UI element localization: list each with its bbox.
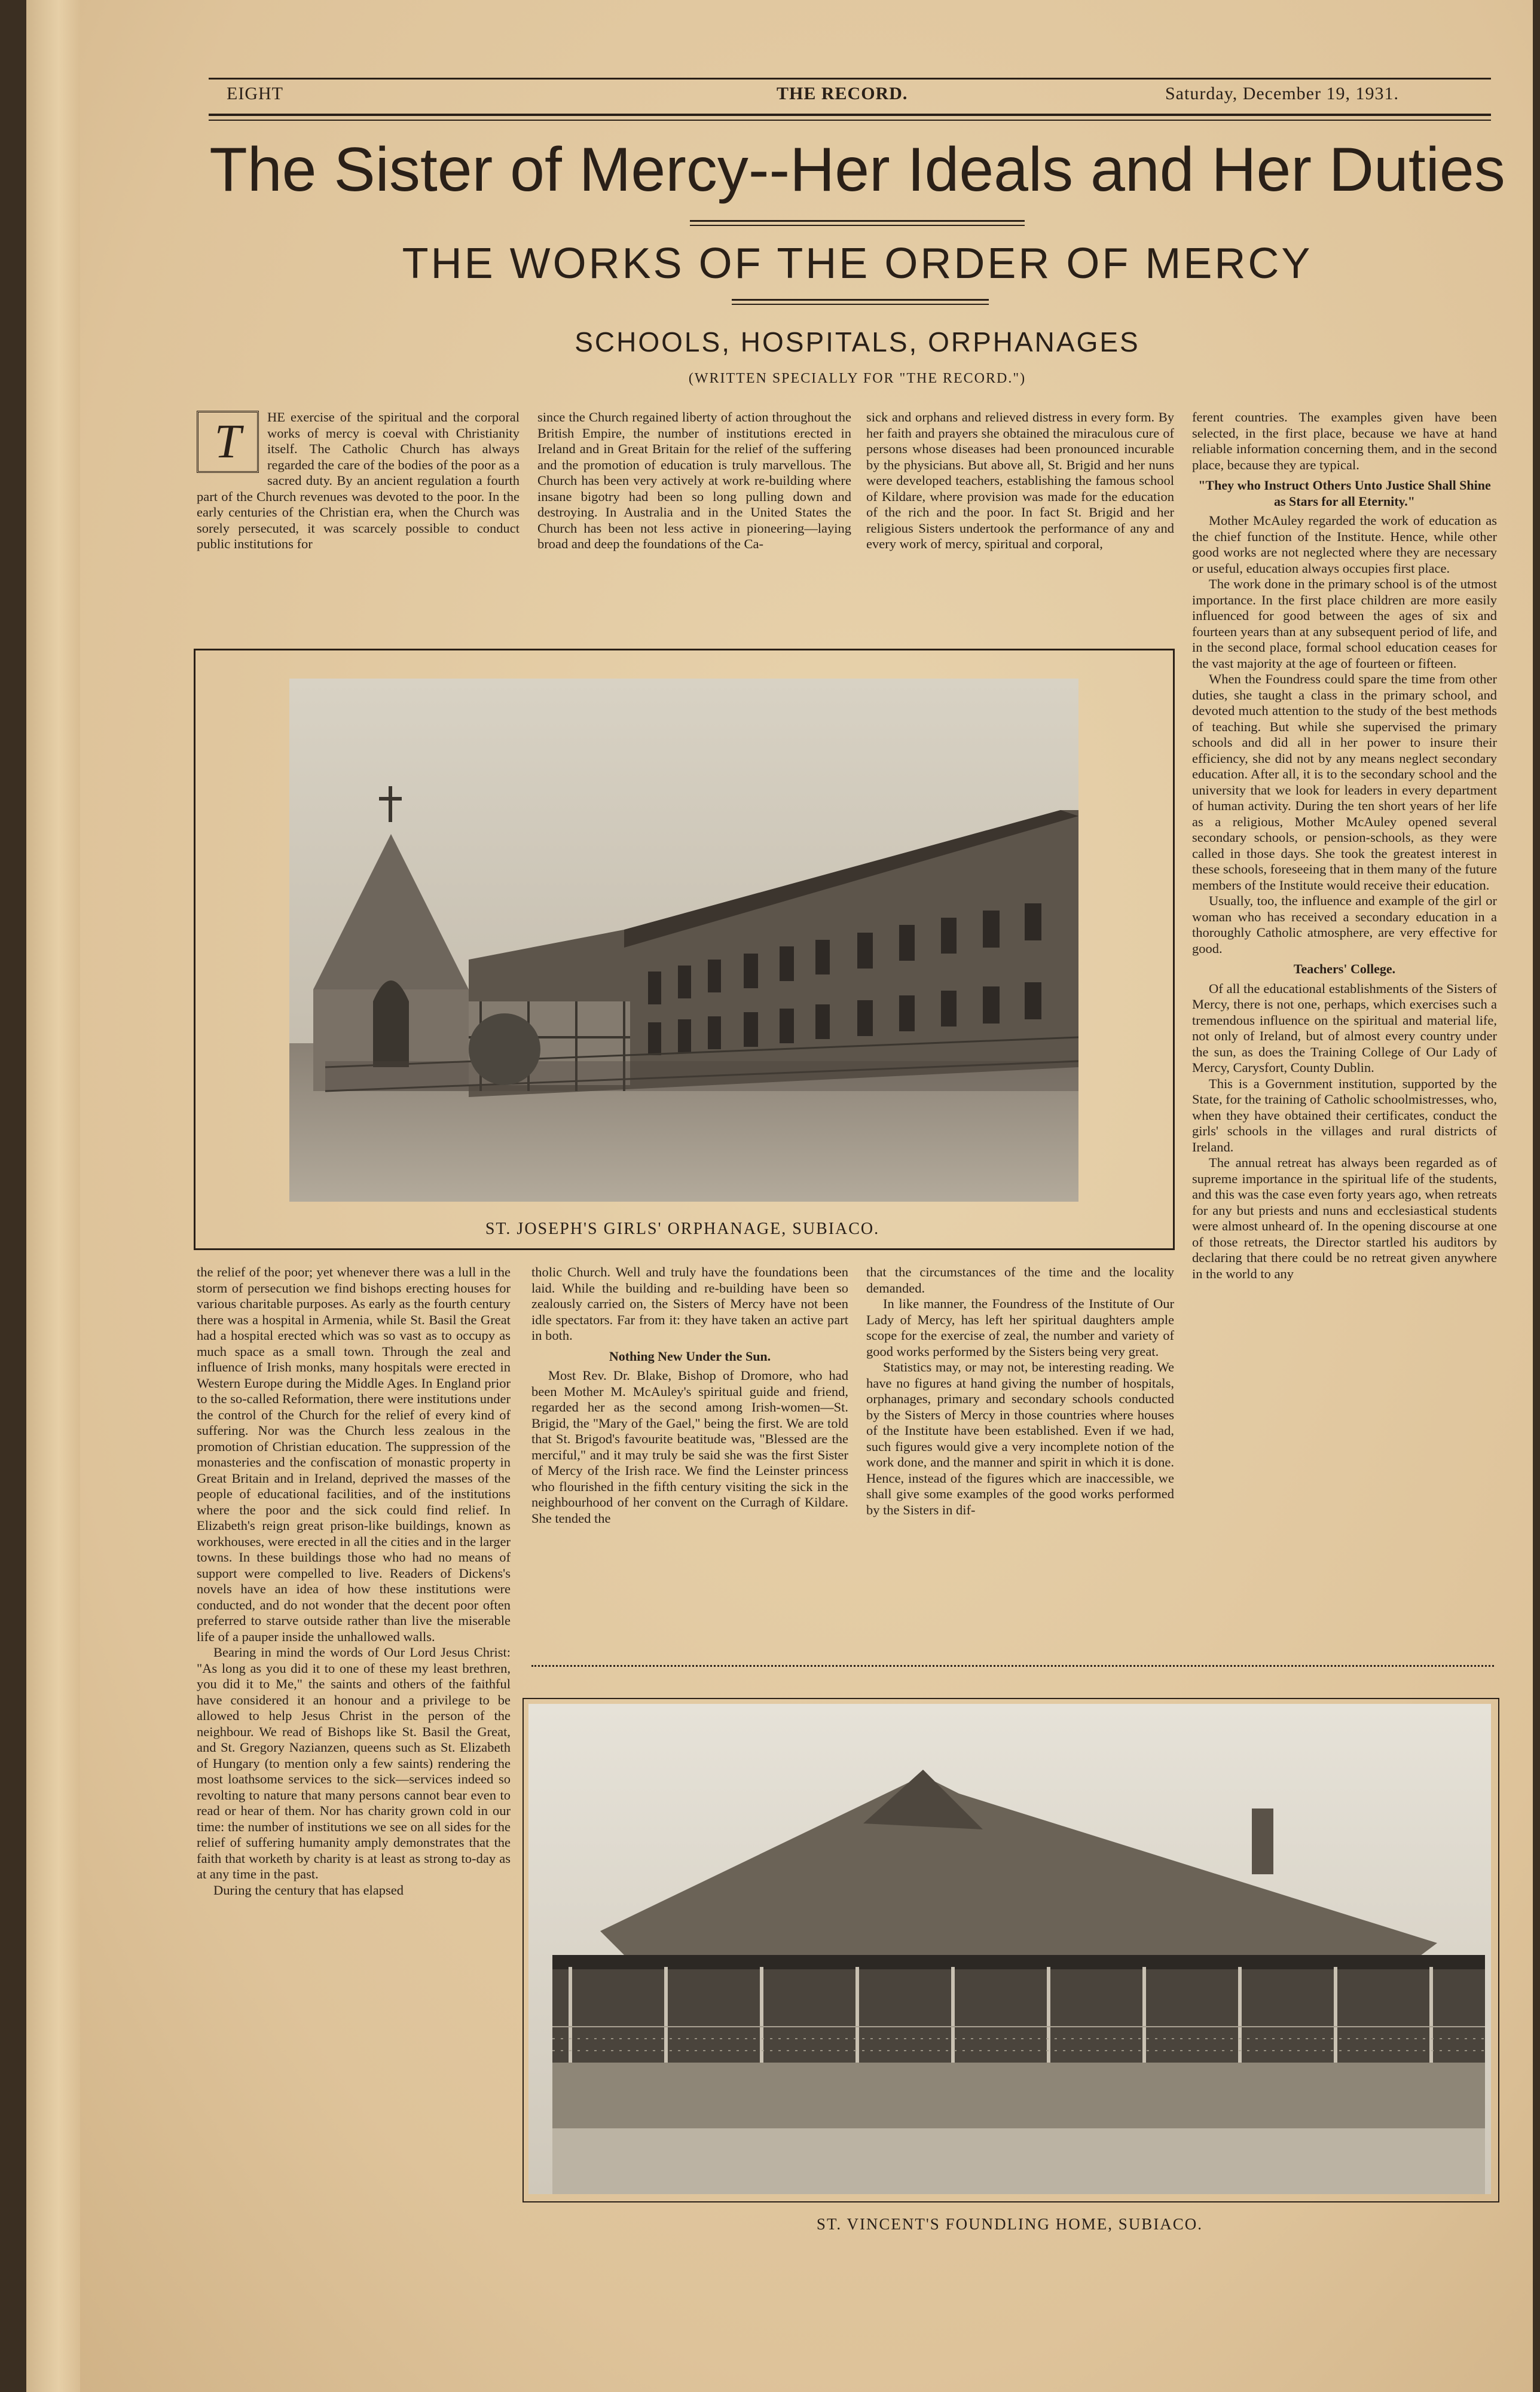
article-paragraph: that the circumstances of the time and the locality demanded. (866, 1264, 1174, 1296)
subheadline: THE WORKS OF THE ORDER OF MERCY (402, 240, 1313, 288)
dotted-divider (531, 1665, 1494, 1672)
article-paragraph: HE exercise of the spiritual and the corporal works of mercy is coeval with Christianity itself. The Catholic Church has always regarded the care of the bodies of the poor as a sacred duty. By an ancient regulation a fourth part of the Church revenues was devoted to the poor. In the early centuries of the Christian era, when the Church was sorely persecuted, it was scarcely possible to conduct public institutions for (197, 410, 520, 551)
photo-caption-foundling-home: ST. VINCENT'S FOUNDLING HOME, SUBIACO. (816, 2215, 1203, 2233)
subhead-divider-2 (732, 304, 989, 305)
article-column-1-bottom (197, 1264, 511, 1898)
article-paragraph: Of all the educational establishments of the Sisters of Mercy, there is not one, perhaps, which exercises such a tremendous influence on the spiritual and material life, not only of Ireland, but of almost every country under the sun, as does the Training College of Our Lady of Mercy, Carysfort, County Dublin. (1192, 980, 1497, 1075)
article-paragraph: since the Church regained liberty of action throughout the British Empire, the number of institutions erected in Ireland and in Great Britain for the relief of the suffering and the promotion of education is truly marvellous. The Church has been very actively at work re-building where insane bigotry had been so long pulling down and destroying. In Australia and in the United States the Church has been not less active in pioneering—laying broad and deep the foundations of the Ca- (537, 410, 851, 551)
newspaper-page (26, 0, 1533, 2392)
photo-caption-orphanage: ST. JOSEPH'S GIRLS' ORPHANAGE, SUBIACO. (485, 1220, 880, 1238)
article-column-2-top (537, 410, 851, 552)
subheadline-2: SCHOOLS, HOSPITALS, ORPHANAGES (575, 326, 1140, 358)
page-number: EIGHT (227, 84, 283, 103)
article-column-1-top (197, 410, 520, 552)
article-paragraph: tholic Church. Well and truly have the foundations been laid. While the building and re-building have been so zealously carried on, the Sisters of Mercy have not been idle spectators. Far from it: they have taken an active part in both. (531, 1264, 848, 1343)
headline-divider-2 (690, 225, 1025, 226)
article-paragraph: sick and orphans and relieved distress in every form. By her faith and prayers she obtained the miraculous cure of persons whose diseases had been pronounced incurable by the physicians. But above all, St. Brigid and her nuns were developed teachers, establishing the famous school of Kildare, where provision was made for the education of the rich and the poor. In fact St. Brigid and her religious Sisters undertook the performance of any and every work of mercy, spiritual and corporal, (866, 410, 1174, 551)
article-paragraph: The annual retreat has always been regarded as of supreme importance in the spiritual life of the students, and this was the case even forty years ago, when retreats for any but priests and nuns and ecclesiastical students were almost unheard of. In the opening discourse at one of those retreats, the Director startled his auditors by declaring that there could be no retreat given anywhere in the world to any (1192, 1155, 1497, 1281)
article-column-2-bottom (531, 1264, 848, 1526)
section-heading: "They who Instruct Others Unto Justice Shall Shine as Stars for all Eternity." (1198, 478, 1491, 509)
page-binding-edge (26, 0, 80, 2392)
article-paragraph: Mother McAuley regarded the work of education as the chief function of the Institute. Hence, while other good works are not neglected where they are necessary or useful, education always occupies first place. (1192, 513, 1497, 576)
issue-date: Saturday, December 19, 1931. (1165, 84, 1399, 103)
subhead-divider (732, 299, 989, 301)
masthead-bottom-rule-2 (209, 120, 1491, 121)
article-paragraph: When the Foundress could spare the time from other duties, she taught a class in the primary school, and devoted much attention to the study of the best methods of teaching. But while she supervised the primary schools and did all in her power to insure their efficiency, she did not by any means neglect secondary education. After all, it is to the secondary school and the university that we look for leaders in every department of human activity. During the ten short years of her life as a religious, Mother McAuley opened several secondary schools, or pension-schools, as they were called in those days. She took the greatest interest in these schools, foreseeing that in them many of the future members of the Institute would receive their education. (1192, 671, 1497, 893)
orphanage-image (289, 679, 1078, 1202)
article-paragraph: Bearing in mind the words of Our Lord Jesus Christ: "As long as you did it to one of these my least brethren, you did it to Me," the saints and others of the faithful have considered it an honour and a privilege to be allowed to help Jesus Christ in the person of the neighbour. We read of Bishops like St. Basil the Great, and St. Gregory Nazianzen, queens such as St. Elizabeth of Hungary (to mention only a few saints) rendering the most loathsome services to the sick—services indeed so revolting to nature that many persons cannot bear even to read or hear of them. Nor has charity grown cold in our time: the number of institutions we see on all sides for the relief of suffering humanity amply demonstrates that the faith that worketh by charity is at least as strong to-day as at any time in the past. (197, 1645, 511, 1881)
article-paragraph: the relief of the poor; yet whenever there was a lull in the storm of persecution we find bishops erecting houses for various charitable purposes. As early as the fourth century there was a hospital in Armenia, while St. Basil the Great had a hospital erected which was so vast as to occupy as much space as a small town. Through the zeal and influence of Irish monks, many hospitals were erected in Western Europe during the Middle Ages. In England prior to the so-called Reformation, there were institutions under the control of the Church for the relief of every kind of suffering. Nor was the Church less zealous in the promotion of Christian education. The suppression of the monasteries and the confiscation of monastic property in Great Britain and in Ireland, deprived the masses of the people of educational facilities, and of the institutions where the poor and the sick could find relief. In Elizabeth's reign great prison-like buildings, known as workhouses, were erected in all the cities and in the larger towns. In these buildings those who had no means of support were compelled to live. Readers of Dickens's novels have an idea of how these institutions were conducted, and do not wonder that the decent poor often preferred to starve outside rather than live the miserable life of a pauper inside the unhallowed walls. (197, 1264, 511, 1644)
article-column-3-top (866, 410, 1174, 552)
article-paragraph: Usually, too, the influence and example of the girl or woman who has received a secondary education in a thoroughly Catholic atmosphere, are very effective for good. (1192, 893, 1497, 956)
foundling-home-photo (528, 1704, 1491, 2194)
byline: (WRITTEN SPECIALLY FOR "THE RECORD.") (688, 371, 1026, 386)
orphanage-photo (289, 679, 1078, 1202)
article-column-4 (1192, 410, 1497, 1282)
article-paragraph: Most Rev. Dr. Blake, Bishop of Dromore, who had been Mother M. McAuley's spiritual guide and friend, regarded her as the second among Irish-women—St. Brigid, the "Mary of the Gael," being the first. We are told that St. Brigod's favourite beatitude was, "Blessed are the merciful," and it may truly be said she was the first Sister of Mercy of the Irish race. We find the Leinster princess who flourished in the fifth century visiting the sick in the neighbourhood of her convent on the Curragh of Kildare. She tended the (531, 1368, 848, 1526)
section-heading: Nothing New Under the Sun. (609, 1348, 771, 1364)
masthead-bottom-rule (209, 114, 1491, 116)
article-paragraph: In like manner, the Foundress of the Institute of Our Lady of Mercy, has left her spiritual daughters ample scope for the exercise of zeal, the number and variety of good works performed by the Sisters being very great. (866, 1296, 1174, 1359)
headline-divider (690, 220, 1025, 222)
article-paragraph: ferent countries. The examples given have been selected, in the first place, because we have at hand reliable information concerning them, and in the second place, because they are typical. (1192, 410, 1497, 472)
article-paragraph: This is a Government institution, supported by the State, for the training of Catholic schoolmistresses, who, when they have obtained their certificates, conduct the girls' schools in the villages and rural districts of Ireland. (1192, 1076, 1497, 1154)
foundling-home-image (528, 1704, 1491, 2194)
article-column-3-bottom (866, 1264, 1174, 1518)
drop-cap: T (197, 411, 259, 473)
paper-name: THE RECORD. (777, 84, 908, 103)
article-paragraph: During the century that has elapsed (213, 1882, 404, 1898)
headline: The Sister of Mercy--Her Ideals and Her Duties (209, 135, 1505, 204)
article-paragraph: Statistics may, or may not, be interesting reading. We have no figures at hand giving the number of hospitals, orphanages, primary and secondary schools conducted by the Sisters of Mercy in those countries where houses of the Institute have been established. Even if we had, such figures would give a very incomplete notion of the work done, and the manner and spirit in which it is done. Hence, instead of the figures which are inaccessible, we shall give some examples of the good works performed by the Sisters in dif- (866, 1360, 1174, 1517)
article-paragraph: The work done in the primary school is of the utmost importance. In the first place children are more easily influenced for good between the ages of six and fourteen years than at any subsequent period of life, and in the second place, formal school education ceases for the vast majority at the age of fourteen or fifteen. (1192, 576, 1497, 671)
masthead-top-rule (209, 78, 1491, 80)
section-heading: Teachers' College. (1293, 961, 1396, 976)
